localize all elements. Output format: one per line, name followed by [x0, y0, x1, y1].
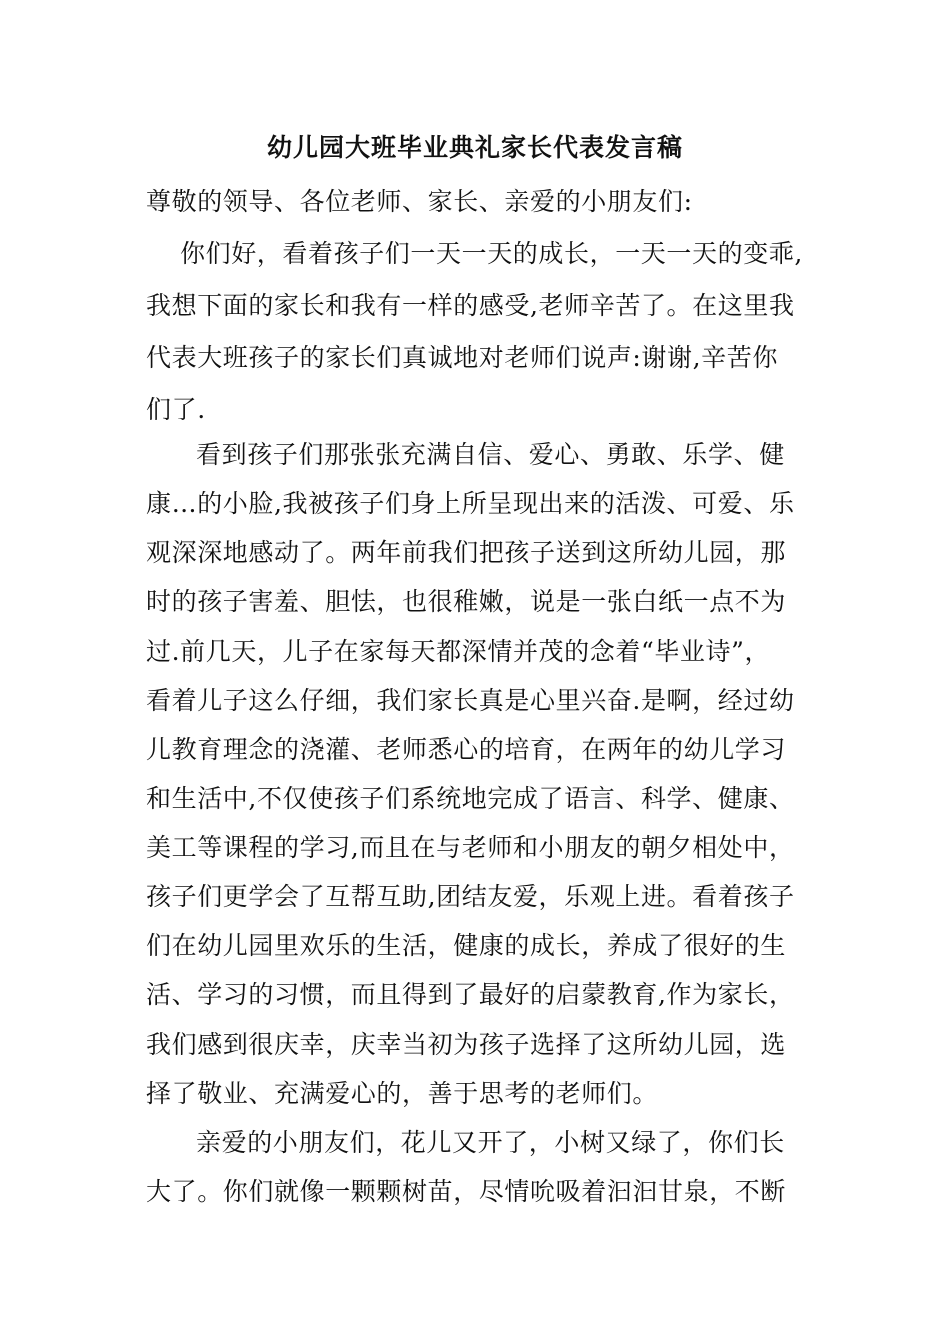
paragraph-line: 儿教育理念的浇灌、老师悉心的培育，在两年的幼儿学习 — [146, 735, 787, 764]
paragraph-line: 美工等课程的学习,而且在与老师和小朋友的朝夕相处中， — [146, 833, 795, 862]
paragraph-line: 大了。你们就像一颗颗树苗，尽情吮吸着汩汩甘泉，不断 — [146, 1177, 787, 1206]
paragraph-line: 们在幼儿园里欢乐的生活，健康的成长，养成了很好的生 — [146, 931, 787, 960]
paragraph-line: 和生活中,不仅使孩子们系统地完成了语言、科学、健康、 — [146, 784, 795, 813]
paragraph-line: 我想下面的家长和我有一样的感受,老师辛苦了。在这里我 — [146, 291, 795, 320]
paragraph-line: 康…的小脸,我被孩子们身上所呈现出来的活泼、可爱、乐 — [146, 489, 795, 518]
salutation-line: 尊敬的领导、各位老师、家长、亲爱的小朋友们: — [146, 187, 693, 216]
paragraph-line: 你们好，看着孩子们一天一天的成长，一天一天的变乖, — [180, 239, 803, 268]
paragraph-line: 观深深地感动了。两年前我们把孩子送到这所幼儿园，那 — [146, 538, 787, 567]
paragraph-line: 代表大班孩子的家长们真诚地对老师们说声:谢谢,辛苦你 — [146, 343, 778, 372]
paragraph-line: 孩子们更学会了互帮互助,团结友爱，乐观上进。看着孩子 — [146, 882, 795, 911]
paragraph-line: 时的孩子害羞、胆怯，也很稚嫩，说是一张白纸一点不为 — [146, 587, 787, 616]
paragraph-line: 择了敬业、充满爱心的，善于思考的老师们。 — [146, 1079, 659, 1108]
paragraph-line: 看着儿子这么仔细，我们家长真是心里兴奋.是啊，经过幼 — [146, 686, 795, 715]
paragraph-line: 们了. — [146, 395, 206, 424]
document-title: 幼儿园大班毕业典礼家长代表发言稿 — [266, 133, 683, 162]
paragraph-line: 亲爱的小朋友们，花儿又开了，小树又绿了，你们长 — [196, 1128, 785, 1157]
paragraph-line: 活、学习的习惯，而且得到了最好的启蒙教育,作为家长， — [146, 980, 795, 1009]
paragraph-line: 我们感到很庆幸，庆幸当初为孩子选择了这所幼儿园，选 — [146, 1030, 787, 1059]
paragraph-line: 看到孩子们那张张充满自信、爱心、勇敢、乐学、健 — [196, 440, 785, 469]
paragraph-line: 过.前几天，儿子在家每天都深情并茂的念着“毕业诗”， — [146, 637, 771, 666]
